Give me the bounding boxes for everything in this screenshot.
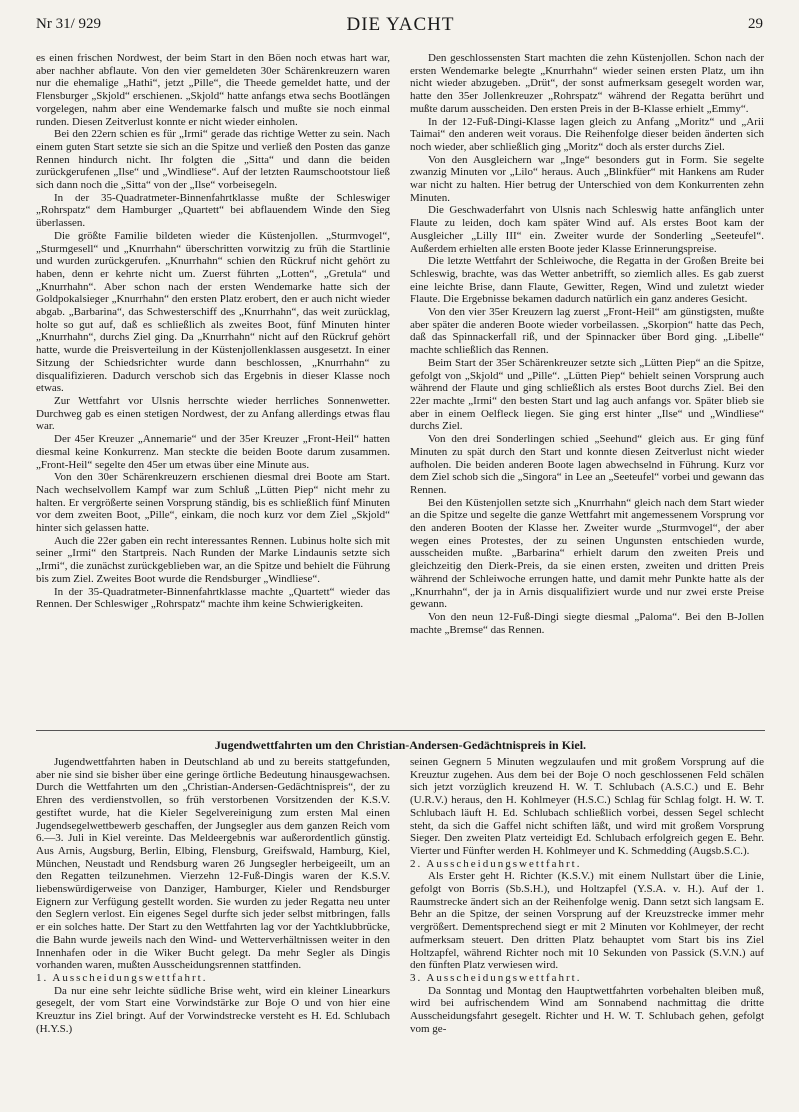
- paragraph: Die größte Familie bildeten wieder die Küstenjollen. „Sturmvogel“, „Sturmgesell“ und „Knurrhahn“ überschritten vorwitzig zu früh die Startlinie und wurden zurückgerufen. „Knurrhahn“ schien den Rückruf nicht gehört zu haben, denn er kehrte nicht um. Zuerst führten „Lotten“, „Gretula“ und „Knurrhahn“. Aber schon nach der ersten Wendemarke hatte sich der Goldpokalsieger „Knurrhahn“ den ersten Platz erobert, den er auch nicht wieder abgab. „Barbarina“, das Schwesterschiff des „Knurrhahn“, das weit zurücklag, holte so gut auf, daß es schließlich als zweites Boot, fünf Minuten hinter „Knurrhahn“, durchs Ziel ging. Da „Knurrhahn“ nicht auf den Rückruf gehört hatte, wurde die Preisverteilung in der Küstenjollenklassen ausgesetzt. In einer Sitzung der Schiedsrichter wurde dann beschlossen, „Knurrhahn“ zu disqualifizieren. Dadurch verschob sich das Ergebnis in dieser Klasse noch etwas.: [36, 229, 390, 395]
- paragraph: Beim Start der 35er Schärenkreuzer setzte sich „Lütten Piep“ an die Spitze, gefolgt von „Skjold“ und „Pille“. „Lütten Piep“ behielt seinen Vorsprung auch während der Flaute und ging schließlich als erstes Boot durchs Ziel. Bei den 22er machte „Irmi“ den besten Start und lag auch anfangs vor. Später blieb sie aber in einem Oelfleck liegen. Sie ging erst hinter „Ilse“ und „Windliese“ durchs Ziel.: [410, 356, 764, 433]
- lower-left-column: [36, 756, 390, 1035]
- paragraph: Bei den Küstenjollen setzte sich „Knurrhahn“ gleich nach dem Start wieder an die Spitze und segelte die ganze Wettfahrt mit angemessenem Vorsprung vor den anderen Booten der Klasse her. Zweiter wurde „Sturmvogel“, der aber wegen eines Protestes, der zu seinen Ungunsten entschieden wurde, ausscheiden mußte. „Barbarina“ erhielt darum den zweiten Preis und gleichzeitig den Dierk-Preis, da sie einen ersten, zweiten und dritten Preis während der Schleiwoche errungen hatte, und damit mehr Punkte hatte als der „Knurrhahn“, der ja in Arnis disqualifiziert wurde und nur zwei erste Preise gewann.: [410, 496, 764, 611]
- paragraph: In der 12-Fuß-Dingi-Klasse lagen gleich zu Anfang „Moritz“ und „Arii Taimai“ den anderen weit voraus. Die Reihenfolge dieser beiden änderten sich noch wieder, aber schließlich ging „Moritz“ doch als erster durchs Ziel.: [410, 115, 764, 153]
- paragraph: Da Sonntag und Montag den Hauptwettfahrten vorbehalten bleiben muß, wird bei aufrischendem Wind am Sonnabend nachmittag die dritte Ausscheidungsfahrt gesegelt. Richter und H. W. T. Schlubach gehen, gefolgt vom ge-: [410, 984, 764, 1035]
- subheading: 2. Ausscheidungswettfahrt.: [410, 857, 582, 870]
- magazine-title: DIE YACHT: [346, 14, 455, 35]
- section-divider: [36, 730, 765, 731]
- paragraph: In der 35-Quadratmeter-Binnenfahrtklasse machte „Quartett“ wieder das Rennen. Der Schleswiger „Rohrspatz“ machte ihm keine Schwierigkeiten.: [36, 585, 390, 611]
- issue-number: Nr 31/ 929: [36, 16, 101, 32]
- paragraph: Von den vier 35er Kreuzern lag zuerst „Front-Heil“ am günstigsten, mußte aber später die anderen Boote wieder vorbeilassen. „Skorpion“ hatte das Pech, daß das Spinnackerfall riß, und der Spinnacker über Bord ging. „Libelle“ machte schließlich das Rennen.: [410, 306, 764, 357]
- paragraph: Zur Wettfahrt vor Ulsnis herrschte wieder herrliches Sonnenwetter. Durchweg gab es einen stetigen Nordwest, der zu Anfang allerdings etwas flau war.: [36, 394, 390, 433]
- paragraph: Jugendwettfahrten haben in Deutschland ab und zu bereits stattgefunden, aber nie sind sie bisher über eine geringe örtliche Bedeutung hinausgewachsen. Durch die Wettfahrten um den „Christian-Andersen-Gedächtnispreis“, der zu Ehren des verdienstvollen, so früh verstorbenen Vorsitzenden der K.S.V. gestiftet wurde, hat die Kieler Segelvereinigung zum ersten Mal einen Jugendsegelwettbewerb geschaffen, der Jungsegler aus dem ganzen Reich vom 6.—3. Juli in Kiel vereinte. Das Meldeergebnis war außerordentlich günstig. Aus Arnis, Augsburg, Berlin, Elbing, Flensburg, Greifswald, Hamburg, Kiel, München, Neustadt und Rendsburg waren 26 Jungsegler herbeigeeilt, um an den Regatten teilzunehmen. Vierzehn 12-Fuß-Dingis waren der K.S.V. liebenswürdigerweise von Danziger, Hamburger, Kieler und Rendsburger Eignern zur Verfügung gestellt worden. Sie wurden zu jeder Regatta neu unter den Seglern verlost. Ein eigenes Segel durfte sich jeder selbst mitbringen, falls er ein solches hatte. Der Start zu den Wettfahrten lag vor der Yachtklubbrücke, die Bahn wurde jeweils nach den Wind- und Wetterverhältnissen weiter in den Innenhafen oder in die Wiker Bucht gelegt. Da mehr Segler als Dingis vorhanden waren, mußten Ausscheidungsrennen stattfinden.: [36, 756, 390, 972]
- paragraph: Den geschlossensten Start machten die zehn Küstenjollen. Schon nach der ersten Wendemarke belegte „Knurrhahn“ wieder seinen ersten Platz, um ihn nicht wieder abzugeben. „Drüt“, der sonst aufmerksam gesegelt worden war, hatte den 35er Jollenkreuzer „Rohrspatz“ während der Regatta berührt und mußte darum ausscheiden. Den ersten Preis in der B-Klasse erhielt „Emmy“.: [410, 52, 764, 115]
- paragraph: es einen frischen Nordwest, der beim Start in den Böen noch etwas hart war, aber nachher abflaute. Von den vier gemeldeten 30er Schärenkreuzern waren nur die ehemalige „Hathi“, jetzt „Pille“, die Theede gemeldet hatte, und der Flensburger „Skjold“ erschienen. „Skjold“ hatte anfangs etwa sechs Bootlängen vorgelegen, nahm aber eine Wendemarke falsch und mußte sie noch einmal runden. Diesen Zeitverlust konnte er nicht wieder einholen.: [36, 52, 390, 128]
- upper-left-column: [36, 52, 390, 611]
- paragraph: Der 45er Kreuzer „Annemarie“ und der 35er Kreuzer „Front-Heil“ hatten diesmal keine Konkurrenz. Man steckte die beiden Boote darum zusammen. „Front-Heil“ segelte den 45er um etwas über eine Minute aus.: [36, 433, 390, 471]
- upper-article: [36, 52, 765, 726]
- paragraph: seinen Gegnern 5 Minuten wegzulaufen und mit großem Vorsprung auf die Kreuztur zugehen. Aus dem bei der Boje O noch geschlossenen Feld schälen sich jetzt vorzüglich kreuzend H. W. T. Schlubach (A.S.C.) und E. Behr (U.R.V.) heraus, den H. Kohlmeyer (H.S.C.) Schlag für Schlag folgt. H. W. T. Schlubach läuft H. Ed. Schlubach schließlich vorbei, dessen Segel schlecht steht, da sich die Gaffel nicht schiften läßt, und wird mit großem Vorsprung Sieger. Den zweiten Platz verteidigt Ed. Schlubach erfolgreich gegen E. Behr. Vierter und Fünfter werden H. Kohlmeyer und K. Schmedding (Augsb.S.C.).: [410, 756, 764, 857]
- paragraph: Die Geschwaderfahrt von Ulsnis nach Schleswig hatte anfänglich unter Flaute zu leiden, doch kam später Wind auf. Als erstes Boot kam der Ausgleicher „Lilly III“ ein. Zweiter wurde der Sonderling „Seeteufel“. Außerdem erhielten alle ersten Boote jeder Klasse Erinnerungspreise.: [410, 204, 764, 255]
- paragraph: Auch die 22er gaben ein recht interessantes Rennen. Lubinus holte sich mit seiner „Irmi“ den Startpreis. Nach Runden der Marke Lindaunis setzte sich „Irmi“, die zunächst zurückgeblieben war, an die Spitze und behielt die Führung bis zum Ziel. Zweites Boot wurde die Rendsburger „Windliese“.: [36, 534, 390, 585]
- paragraph: Da nur eine sehr leichte südliche Brise weht, wird ein kleiner Linearkurs gesegelt, der vom Start eine Vorwindstärke zur Boje O und von hier eine Kreuztur ins Ziel bringt. Auf der Vorwindstrecke versteht es H. Ed. Schlubach (H.Y.S.): [36, 984, 390, 1035]
- page-number: 29: [748, 16, 763, 32]
- paragraph: Als Erster geht H. Richter (K.S.V.) mit einem Nullstart über die Linie, gefolgt von Borris (Sb.S.H.), und Holtzapfel (Y.S.A. v. H.). Auf der 1. Raumstrecke ändert sich an der Reihenfolge wenig. Dann setzt sich langsam E. Behr an die Spitze, der seinen Vorsprung auf der Kreuzstrecke immer mehr vergrößert. Dementsprechend siegt er mit 2 Minuten vor Kohlmeyer, der recht aufmerksam steuert. Den dritten Platz behauptet vom Start bis ins Ziel Holtzapfel, während Richter noch mit 10 Sekunden von Passick (S.V.N.) auf den fünften Platz verwiesen wird.: [410, 870, 764, 972]
- subheading: 1. Ausscheidungswettfahrt.: [36, 971, 208, 984]
- lower-right-column: [410, 756, 764, 1035]
- paragraph: Bei den 22ern schien es für „Irmi“ gerade das richtige Wetter zu sein. Nach einem guten Start setzte sie sich an die Spitze und verließ den Posten das ganze Rennen hindurch nicht. Ihr folgten die „Sitta“ und dann die beiden zurückgerufenen „Ilse“ und „Windliese“. Auf der letzten Raumschootstour ließ sich dann noch die „Sitta“ von der „Ilse“ vorbeisegeln.: [36, 128, 390, 192]
- paragraph: Von den neun 12-Fuß-Dingi siegte diesmal „Paloma“. Bei den B-Jollen machte „Bremse“ das Rennen.: [410, 610, 764, 636]
- paragraph: Von den drei Sonderlingen schied „Seehund“ gleich aus. Er ging fünf Minuten zu spät durch den Start und konnte diesen Zeitverlust nicht wieder aufholen. Die beiden anderen Boote lagen abwechselnd in Führung. Kurz vor dem Ziel schob sich die „Singora“ in Lee an „Seeteufel“ vorbei und gewann das Rennen.: [410, 433, 764, 496]
- lower-article: [36, 756, 765, 1106]
- paragraph: Von den Ausgleichern war „Inge“ besonders gut in Form. Sie segelte zwanzig Minuten vor „Lilo“ heraus. Auch „Blinkfüer“ mit Hankens am Ruder war nicht zu halten. Hier betrug der Unterschied von dem Konkurrenten zehn Minuten.: [410, 153, 764, 204]
- page-header: [36, 14, 765, 36]
- paragraph: In der 35-Quadratmeter-Binnenfahrtklasse mußte der Schleswiger „Rohrspatz“ dem Hamburger „Quartett“ bei abflauendem Winde den Sieg überlassen.: [36, 191, 390, 230]
- section-title: Jugendwettfahrten um den Christian-Andersen-Gedächtnispreis in Kiel.: [214, 738, 587, 752]
- subheading: 3. Ausscheidungswettfahrt.: [410, 971, 582, 984]
- paragraph: Die letzte Wettfahrt der Schleiwoche, die Regatta in der Großen Breite bei Schleswig, brachte, was das Wetter anbetrifft, so ziemlich alles. Es gab zuerst eine leichte Brise, dann Flaute, Gewitter, Regen, Wind und zuletzt wieder Flaute. Die Ergebnisse bekamen dadurch natürlich ein ganz anderes Gesicht.: [410, 255, 764, 306]
- paragraph: Von den 30er Schärenkreuzern erschienen diesmal drei Boote am Start. Nach wechselvollem Kampf war zum Schluß „Lütten Piep“ nicht mehr zu halten. Er vergrößerte seinen Vorsprung ständig, bis es schließlich fünf Minuten vor dem zweiten Boot, „Pille“, einkam, die noch kurz vor dem Ziel „Skjold“ hinter sich gelassen hatte.: [36, 471, 390, 535]
- upper-right-column: [410, 52, 764, 636]
